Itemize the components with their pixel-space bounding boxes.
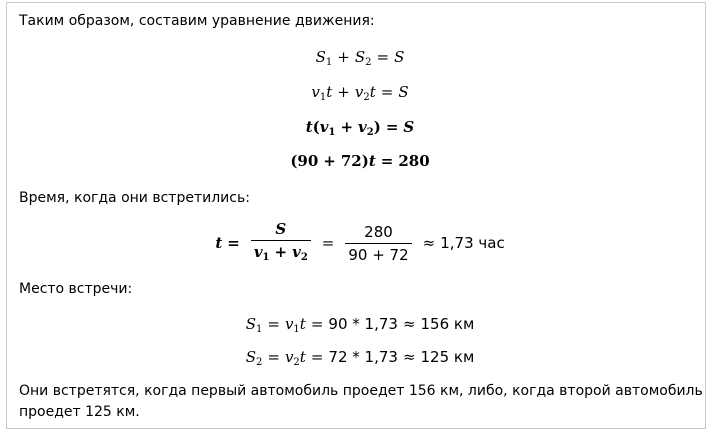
- var-s: S: [394, 48, 405, 66]
- var-s1: S: [245, 315, 256, 333]
- var-v1: v: [311, 83, 320, 101]
- equation-s1: [0, 314, 720, 340]
- plus-sign: +: [340, 118, 354, 136]
- var-s2: S: [354, 48, 366, 66]
- equation-sum-distances: [0, 47, 720, 73]
- fraction-denominator: 90 + 72: [348, 245, 409, 264]
- sub-1: 1: [319, 92, 327, 103]
- equation-factored: [0, 117, 720, 143]
- s2-result: 125 км: [420, 348, 475, 366]
- equation-s2: [0, 347, 720, 373]
- var-s: S: [398, 83, 409, 101]
- equals-sign: =: [310, 348, 324, 366]
- approx-sign: ≈: [402, 348, 416, 366]
- sub-1: 1: [262, 251, 270, 263]
- var-s2: S: [245, 348, 256, 366]
- sub-2: 2: [363, 92, 370, 103]
- conclusion-line-1: Они встретятся, когда первый автомобиль проедет 156 км, либо, когда второй автомобиль: [19, 383, 703, 399]
- intro-text: Таким образом, составим уравнение движения:: [19, 13, 375, 29]
- sub-1: 1: [255, 324, 263, 335]
- s2-expression: 72 * 1,73: [328, 348, 398, 366]
- var-v2: v: [354, 83, 364, 101]
- var-v1: v: [253, 242, 263, 261]
- sub-1: 1: [293, 324, 300, 335]
- equals-sign: =: [267, 348, 280, 366]
- var-t: t: [299, 315, 306, 333]
- var-v2: v: [284, 348, 294, 366]
- close-paren: ): [373, 118, 381, 136]
- equals-sign: =: [376, 48, 390, 66]
- var-t: t: [215, 234, 223, 252]
- var-t: t: [368, 152, 376, 170]
- var-t: t: [326, 83, 333, 101]
- plus-sign: +: [337, 83, 350, 101]
- approx-sign: ≈: [402, 315, 416, 333]
- fraction-numeric: [345, 222, 411, 265]
- open-paren: (: [312, 118, 320, 136]
- var-s: S: [403, 118, 415, 136]
- sub-2: 2: [293, 357, 300, 368]
- meet-time-label: Время, когда они встретились:: [19, 190, 250, 206]
- equals-sign: =: [380, 152, 394, 170]
- sub-1: 1: [328, 127, 336, 138]
- time-result: 1,73 час: [440, 234, 505, 252]
- num-72: 72: [340, 152, 362, 170]
- var-v1: v: [284, 315, 294, 333]
- equals-sign: =: [385, 118, 399, 136]
- var-t: t: [299, 348, 306, 366]
- var-s1: S: [315, 48, 326, 66]
- plus-sign: +: [323, 152, 336, 170]
- meet-place-label: Место встречи:: [19, 281, 133, 297]
- var-t: t: [369, 83, 376, 101]
- close-paren: ): [361, 152, 369, 170]
- plus-sign: +: [337, 48, 350, 66]
- fraction-bar: [251, 240, 311, 241]
- approx-sign: ≈: [422, 234, 436, 252]
- sub-2: 2: [366, 127, 374, 138]
- conclusion-line-2: проедет 125 км.: [19, 404, 140, 420]
- equation-numeric: [0, 151, 720, 171]
- var-v2: v: [292, 242, 301, 261]
- fraction-denominator: [251, 242, 311, 268]
- s1-expression: 90 * 1,73: [328, 315, 398, 333]
- s1-result: 156 км: [420, 315, 475, 333]
- open-paren: (: [290, 152, 298, 170]
- equals-sign: =: [380, 83, 394, 101]
- num-280: 280: [398, 152, 430, 170]
- var-v1: v: [319, 118, 329, 136]
- sub-1: 1: [325, 57, 333, 68]
- fraction-numerator: S: [275, 219, 287, 238]
- sub-2: 2: [365, 57, 372, 68]
- fraction-symbolic: [251, 219, 311, 268]
- equals-sign: =: [310, 315, 324, 333]
- equals-sign: =: [321, 234, 335, 252]
- fraction-numerator: 280: [364, 222, 393, 241]
- var-v2: v: [358, 118, 367, 136]
- sub-2: 2: [300, 251, 308, 263]
- equation-velocity-time: [0, 82, 720, 108]
- num-90: 90: [297, 152, 319, 170]
- equals-sign: =: [267, 315, 280, 333]
- var-t: t: [305, 118, 313, 136]
- fraction-bar: [345, 243, 411, 244]
- equals-sign: =: [227, 234, 240, 252]
- plus-sign: +: [274, 242, 288, 261]
- equation-time-fraction: [0, 220, 720, 266]
- sub-2: 2: [255, 357, 263, 368]
